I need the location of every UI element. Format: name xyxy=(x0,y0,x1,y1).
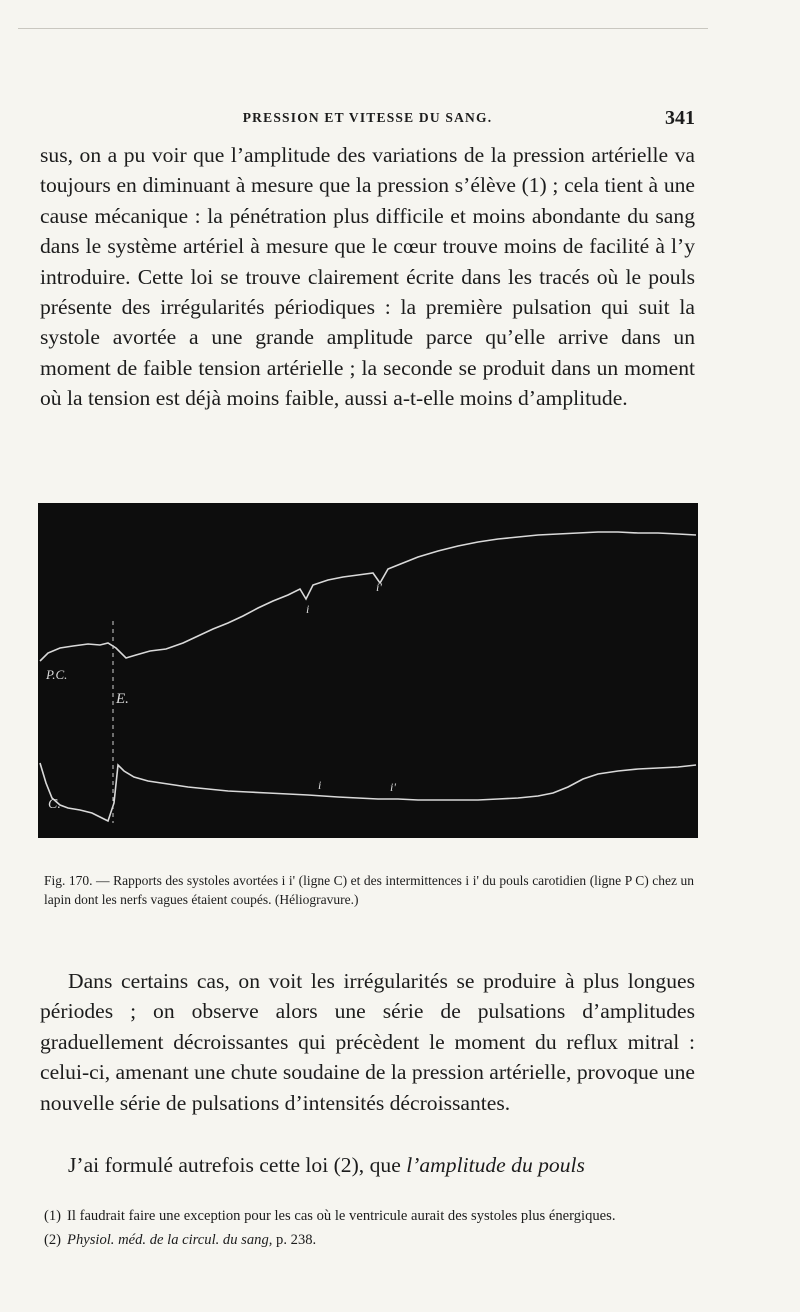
paragraph-3 xyxy=(40,1150,695,1180)
figure-caption: Fig. 170. — Rapports des systoles avortées i i' (ligne C) et des intermittences i i' du pouls carotidien (ligne P C) chez un lapin dont les nerfs vagues étaient coupés. (Héliogravure.) xyxy=(44,873,694,907)
paragraph-2: Dans certains cas, on voit les irrégularités se produire à plus longues périodes ; on observe alors une série de pulsations d’amplitudes graduellement décroissantes qui précèdent le moment du reflux mitral : celui-ci, amenant une chute soudaine de la pression artérielle, provoque une nouvelle série de pulsations d’intensités décroissantes. xyxy=(40,969,695,1115)
running-title: PRESSION ET VITESSE DU SANG. xyxy=(242,110,493,125)
footnote-2-italic: Physiol. méd. de la circul. du sang, xyxy=(67,1231,273,1248)
label-i-upper: i xyxy=(306,602,310,616)
footnote-2-mark: (2) xyxy=(44,1231,62,1248)
page-header xyxy=(40,100,695,136)
label-i-lower: i xyxy=(318,778,322,792)
pc-tracing xyxy=(40,532,696,661)
footnote-1-mark: (1) xyxy=(44,1208,62,1224)
footnote-1-text: Il faudrait faire une exception pour les cas où le ventricule aurait des systoles plus énergiques. xyxy=(67,1208,616,1224)
label-i-prime-lower: i' xyxy=(390,780,396,794)
label-c: C. xyxy=(48,797,61,812)
footnote-1 xyxy=(44,1206,696,1227)
paragraph-1: sus, on a pu voir que l’amplitude des variations de la pression artérielle va toujours en diminuant à mesure que la pression s’élève (1) ; cela tient à une cause mécanique : la pénétration plus difficile et moins abondante du sang dans le système artériel à mesure que le cœur trouve moins de facilité à l’y introduire. Cette loi se trouve clairement écrite dans les tracés où le pouls présente des irrégularités périodiques : la première pulsation qui suit la systole avortée a une grande amplitude parce qu’elle arrive dans un moment de faible tension artérielle ; la seconde se produit dans un moment où la tension est déjà moins faible, aussi a-t-elle moins d’amplitude. xyxy=(40,143,695,411)
footnote-2-tail: p. 238. xyxy=(272,1231,317,1248)
paragraph-3-italic: l’amplitude du pouls xyxy=(406,1153,585,1177)
pulse-tracing xyxy=(38,503,698,838)
paragraph-3-text: J’ai formulé autrefois cette loi (2), que xyxy=(68,1153,407,1177)
label-pc: P.C. xyxy=(46,667,68,682)
top-rule xyxy=(18,28,708,29)
figure-170 xyxy=(38,503,698,838)
label-e: E. xyxy=(116,691,129,707)
page-number: 341 xyxy=(665,106,695,129)
footnotes xyxy=(44,1206,696,1253)
c-tracing xyxy=(40,763,696,821)
footnote-2 xyxy=(44,1230,696,1251)
label-i-prime-upper: i' xyxy=(376,580,382,594)
